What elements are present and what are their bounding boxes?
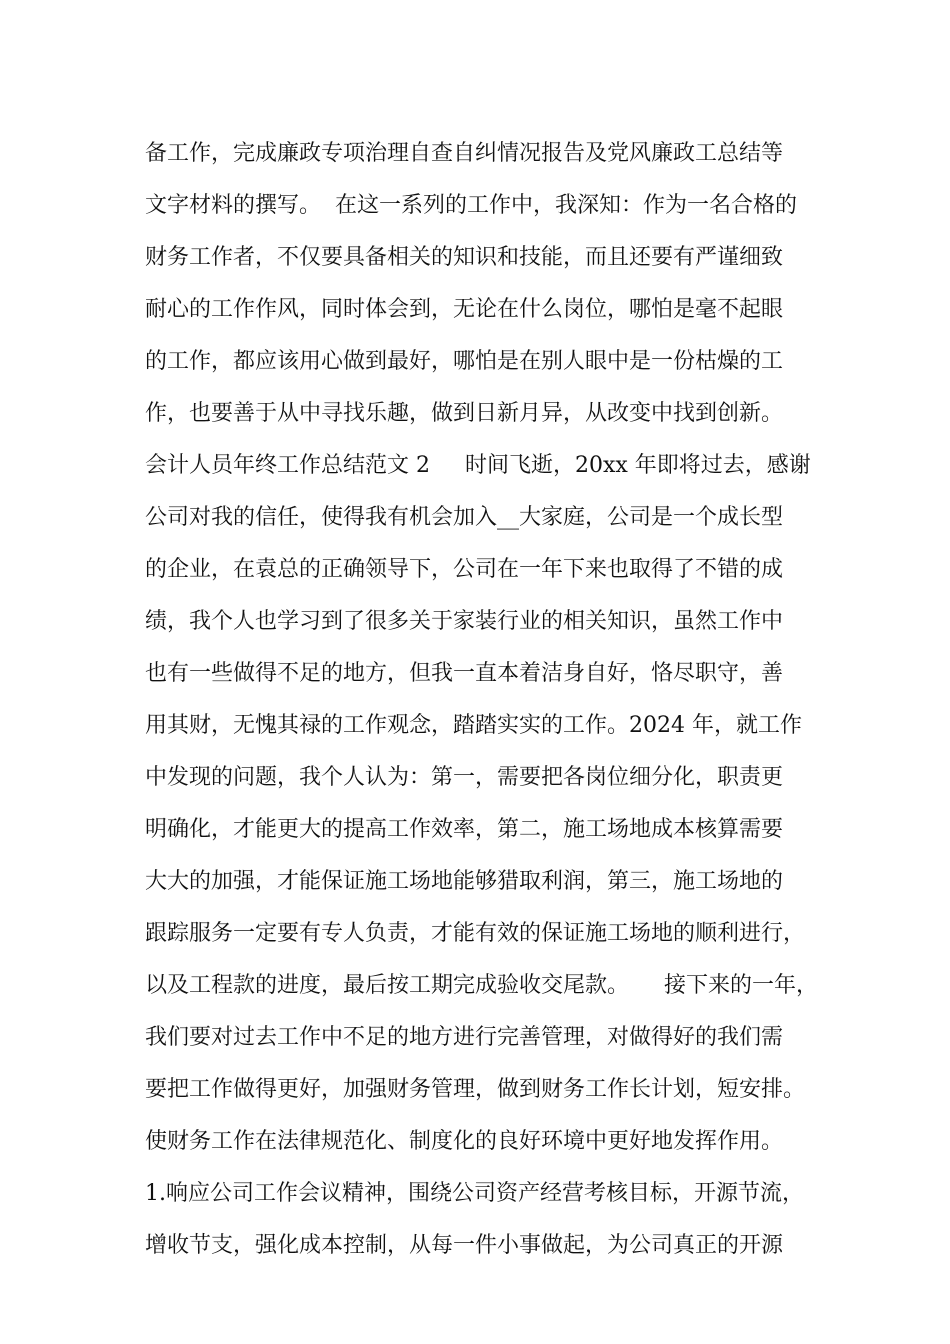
text-line: 文字材料的撰写。 在这一系列的工作中，我深知：作为一名合格的	[145, 193, 797, 218]
text-line: 明确化，才能更大的提高工作效率，第二，施工场地成本核算需要	[145, 817, 784, 842]
text-line: 耐心的工作作风，同时体会到，无论在什么岗位，哪怕是毫不起眼	[145, 297, 784, 322]
list-item-line: 1.响应公司工作会议精神，围绕公司资产经营考核目标，开源节流，	[145, 1181, 804, 1206]
text-line: 中发现的问题，我个人认为：第一，需要把各岗位细分化，职责更	[145, 765, 784, 790]
list-item-line: 增收节支，强化成本控制，从每一件小事做起，为公司真正的开源	[145, 1233, 784, 1258]
text-line: 使财务工作在法律规范化、制度化的良好环境中更好地发挥作用。	[145, 1129, 784, 1154]
text-line: 以及工程款的进度，最后按工期完成验收交尾款。 接下来的一年，	[145, 973, 818, 998]
text-line: 的企业，在袁总的正确领导下，公司在一年下来也取得了不错的成	[145, 557, 784, 582]
text-line: 财务工作者，不仅要具备相关的知识和技能，而且还要有严谨细致	[145, 245, 784, 270]
body-text	[145, 128, 825, 1272]
text-line: 大大的加强，才能保证施工场地能够猎取利润，第三，施工场地的	[145, 869, 784, 894]
text-line: 我们要对过去工作中不足的地方进行完善管理，对做得好的我们需	[145, 1025, 784, 1050]
section-heading-line: 会计人员年终工作总结范文 2 时间飞逝，20xx 年即将过去，感谢	[145, 453, 811, 478]
text-line: 公司对我的信任，使得我有机会加入__大家庭，公司是一个成长型	[145, 505, 784, 530]
text-line: 用其财，无愧其禄的工作观念，踏踏实实的工作。2024 年，就工作	[145, 713, 802, 738]
text-line: 备工作，完成廉政专项治理自查自纠情况报告及党风廉政工总结等	[145, 141, 784, 166]
text-line: 要把工作做得更好，加强财务管理，做到财务工作长计划，短安排。	[145, 1077, 806, 1102]
text-line: 绩，我个人也学习到了很多关于家装行业的相关知识，虽然工作中	[145, 609, 784, 634]
text-line: 作，也要善于从中寻找乐趣，做到日新月异，从改变中找到创新。	[145, 401, 784, 426]
text-line: 也有一些做得不足的地方，但我一直本着洁身自好，恪尽职守，善	[145, 661, 784, 686]
text-line: 跟踪服务一定要有专人负责，才能有效的保证施工场地的顺利进行，	[145, 921, 806, 946]
text-line: 的工作，都应该用心做到最好，哪怕是在别人眼中是一份枯燥的工	[145, 349, 784, 374]
